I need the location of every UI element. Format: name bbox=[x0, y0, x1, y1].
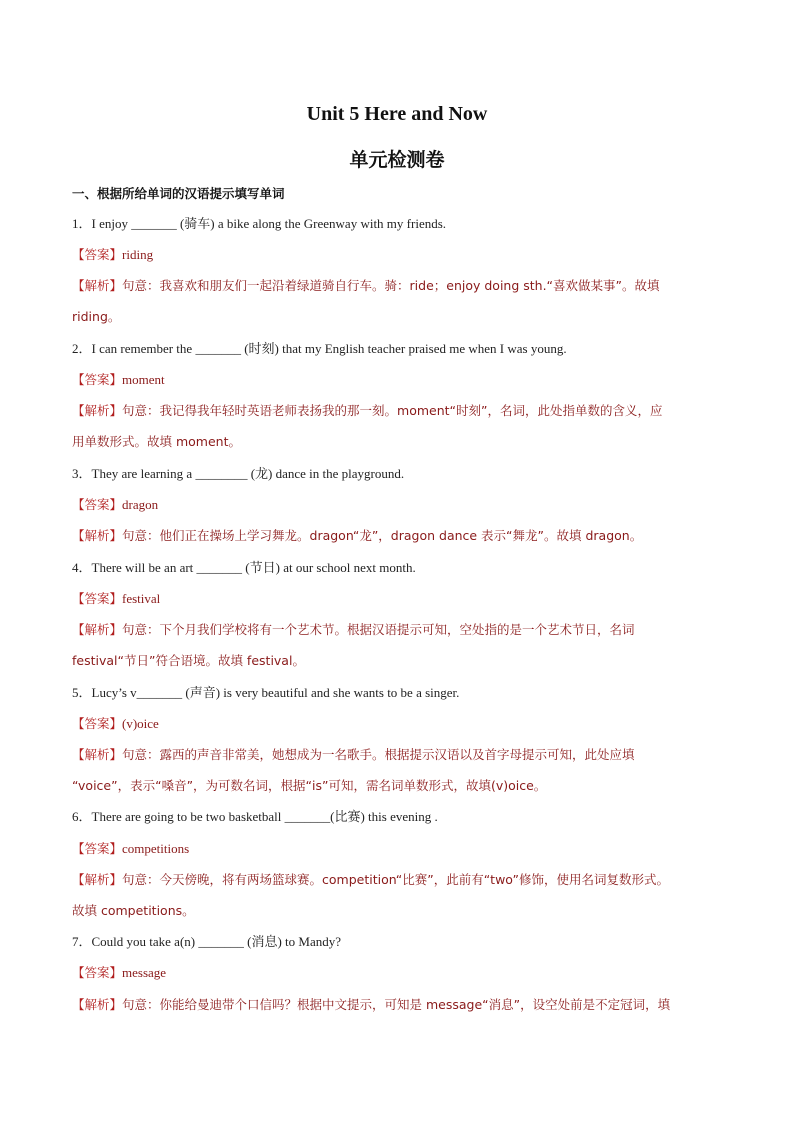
analysis-text: 句意：他们正在操场上学习舞龙。dragon“龙”，dragon dance 表示“舞龙”。故填 dragon。 bbox=[122, 528, 643, 543]
question-6: 6．There are going to be two basketball _______(比赛) this evening . bbox=[72, 809, 438, 824]
page-title: Unit 5 Here and Now bbox=[306, 103, 488, 125]
answer-label: 【答案】 bbox=[72, 372, 123, 387]
analysis-2 bbox=[72, 402, 732, 420]
analysis-text: 句意：今天傍晚，将有两场篮球赛。competition“比赛”，此前有“two”修饰，使用名词复数形式。 bbox=[122, 872, 669, 887]
analysis-label: 【解析】 bbox=[72, 997, 123, 1012]
answer-value: riding bbox=[122, 247, 154, 262]
answer-6 bbox=[72, 840, 732, 858]
question-5: 5．Lucy’s v_______ (声音) is very beautiful and she wants to be a singer. bbox=[72, 685, 460, 700]
analysis-label: 【解析】 bbox=[72, 872, 123, 887]
answer-value: moment bbox=[122, 372, 165, 387]
analysis-6-cont: 故填 competitions。 bbox=[72, 903, 195, 918]
question-4: 4．There will be an art _______ (节日) at our school next month. bbox=[72, 560, 416, 575]
answer-label: 【答案】 bbox=[72, 247, 123, 262]
analysis-5-cont: “voice”，表示“嗓音”，为可数名词，根据“is”可知，需名词单数形式，故填(v)oice。 bbox=[72, 778, 547, 793]
analysis-text: 句意：你能给曼迪带个口信吗？根据中文提示，可知是 message“消息”，设空处前是不定冠词，填 bbox=[122, 997, 671, 1012]
analysis-5 bbox=[72, 746, 732, 764]
analysis-text: 句意：我喜欢和朋友们一起沿着绿道骑自行车。骑：ride；enjoy doing sth.“喜欢做某事”。故填 bbox=[122, 278, 660, 293]
answer-7 bbox=[72, 964, 732, 982]
analysis-7 bbox=[72, 996, 732, 1014]
analysis-text: 句意：下个月我们学校将有一个艺术节。根据汉语提示可知，空处指的是一个艺术节日，名词 bbox=[122, 622, 635, 637]
answer-1 bbox=[72, 246, 732, 264]
answer-value: festival bbox=[122, 591, 161, 606]
answer-3 bbox=[72, 496, 732, 514]
question-1: 1．I enjoy _______ (骑车) a bike along the Greenway with my friends. bbox=[72, 216, 447, 231]
analysis-2-cont: 用单数形式。故填 moment。 bbox=[72, 434, 241, 449]
answer-4 bbox=[72, 590, 732, 608]
question-2: 2．I can remember the _______ (时刻) that my English teacher praised me when I was young. bbox=[72, 341, 567, 356]
answer-value: message bbox=[122, 965, 167, 980]
answer-label: 【答案】 bbox=[72, 497, 123, 512]
answer-value: dragon bbox=[122, 497, 159, 512]
analysis-6 bbox=[72, 871, 732, 889]
analysis-label: 【解析】 bbox=[72, 622, 123, 637]
analysis-label: 【解析】 bbox=[72, 278, 123, 293]
question-3: 3．They are learning a ________ (龙) dance in the playground. bbox=[72, 466, 405, 481]
answer-value: (v)oice bbox=[122, 716, 159, 731]
answer-label: 【答案】 bbox=[72, 841, 123, 856]
analysis-3 bbox=[72, 527, 732, 545]
analysis-label: 【解析】 bbox=[72, 403, 123, 418]
analysis-4-cont: festival“节日”符合语境。故填 festival。 bbox=[72, 653, 305, 668]
analysis-text: 句意：露西的声音非常美，她想成为一名歌手。根据提示汉语以及首字母提示可知，此处应填 bbox=[122, 747, 635, 762]
section-heading: 一、根据所给单词的汉语提示填写单词 bbox=[72, 186, 285, 201]
answer-2 bbox=[72, 371, 732, 389]
analysis-4 bbox=[72, 621, 732, 639]
analysis-1 bbox=[72, 277, 732, 295]
analysis-text: 句意：我记得我年轻时英语老师表扬我的那一刻。moment“时刻”，名词，此处指单数的含义，应 bbox=[122, 403, 663, 418]
question-7: 7．Could you take a(n) _______ (消息) to Mandy? bbox=[72, 934, 341, 949]
analysis-label: 【解析】 bbox=[72, 528, 123, 543]
answer-label: 【答案】 bbox=[72, 716, 123, 731]
analysis-1-cont: riding。 bbox=[72, 309, 121, 324]
answer-label: 【答案】 bbox=[72, 591, 123, 606]
analysis-label: 【解析】 bbox=[72, 747, 123, 762]
answer-value: competitions bbox=[122, 841, 190, 856]
answer-label: 【答案】 bbox=[72, 965, 123, 980]
page-subtitle: 单元检测卷 bbox=[349, 149, 445, 171]
answer-5 bbox=[72, 715, 732, 733]
